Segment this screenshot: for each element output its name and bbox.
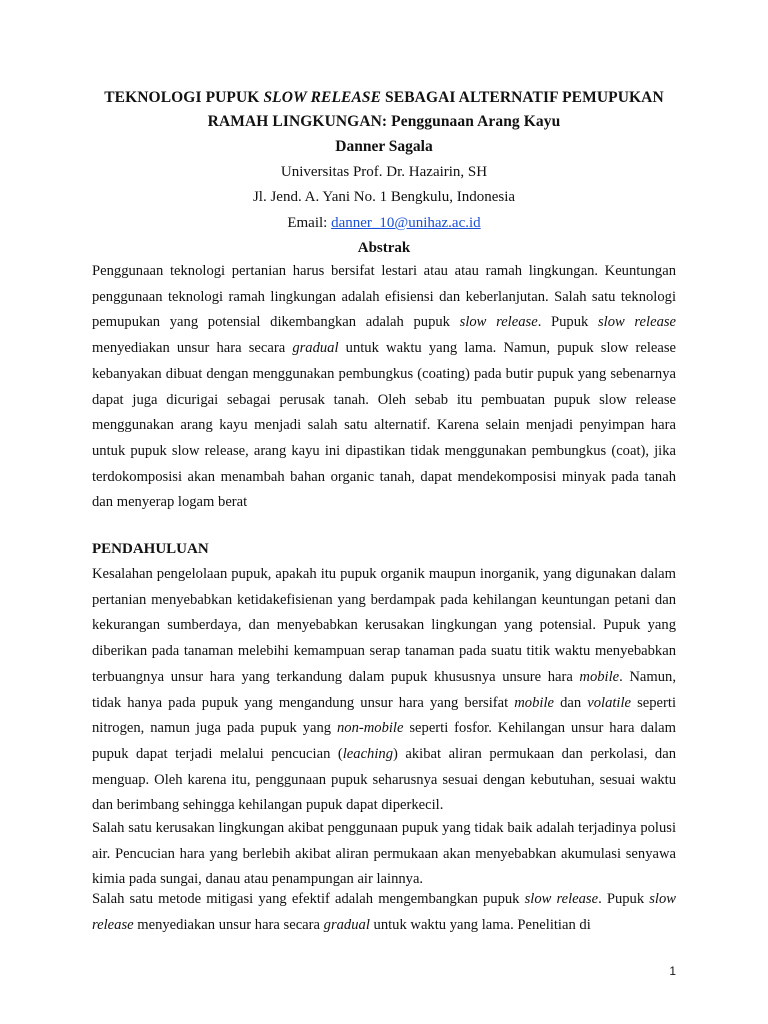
italic-term: volatile <box>587 694 632 711</box>
page-number: 1 <box>669 964 676 978</box>
body-paragraph-2: Salah satu kerusakan lingkungan akibat penggunaan pupuk yang tidak baik adalah terjadinya polusi air. Pencucian hara yang berlebih akibat aliran permukaan akan menyebabkan akumulasi senyawa kimia pada sungai, danau atau penampungan air lainnya. <box>92 820 676 888</box>
italic-term: slow release <box>459 314 538 331</box>
section-heading: PENDAHULUAN <box>92 541 209 557</box>
text-run: Salah satu metode mitigasi yang efektif adalah mengembangkan pupuk <box>92 891 525 907</box>
author-address: Jl. Jend. A. Yani No. 1 Bengkulu, Indonesia <box>252 189 516 205</box>
italic-term: mobile <box>514 694 554 711</box>
italic-term: slow release <box>524 891 599 907</box>
paper-title-line-1 <box>0 86 768 110</box>
text-run: seperti fosfor. Kehilangan unsur hara dalam pupuk dapat terjadi melalui pencucian ( <box>92 720 676 762</box>
email-link[interactable]: danner_10@unihaz.ac.id <box>331 215 481 231</box>
abstract-paragraph <box>92 259 676 516</box>
text-run: menyediakan unsur hara secara <box>133 916 324 933</box>
text-run: dan <box>554 694 588 711</box>
title-text: SEBAGAI ALTERNATIF PEMUPUKAN <box>381 89 664 106</box>
italic-term: gradual <box>323 916 370 933</box>
email-label: Email: <box>287 215 332 231</box>
italic-term: mobile <box>579 668 620 685</box>
paper-title-line-2: RAMAH LINGKUNGAN: Penggunaan Arang Kayu <box>207 113 561 130</box>
text-run: ) akibat aliran permukaan dan perkolasi, dan menguap. Oleh karena itu, penggunaan pupuk seharusnya sesuai dengan kebutuhan, sesuai waktu dan berimbang sehingga kehilangan pupuk dapat diperkecil. <box>92 745 676 814</box>
author-affiliation: Universitas Prof. Dr. Hazairin, SH <box>280 164 488 180</box>
abstract-heading: Abstrak <box>357 240 411 256</box>
title-text: TEKNOLOGI PUPUK <box>104 89 264 106</box>
text-run: untuk waktu yang lama. Namun, pupuk slow release kebanyakan dibuat dengan menggunakan pembungkus (coating) pada butir pupuk yang sebenarnya dapat juga dicurigai sebagai perusak tanah. Oleh sebab itu pembuatan pupuk slow release menggunakan arang kayu menjadi salah satu alternatif. Karena selain menjadi penyimpan hara untuk pupuk slow release, arang kayu ini dipastikan tidak menggunakan pembungkus (coat), jika terdokomposisi akan menambah bahan organic tanah, dapat mendekomposisi minyak pada tanah dan menyerap logam berat <box>92 340 677 511</box>
author-name: Danner Sagala <box>335 138 433 155</box>
text-run: Kesalahan pengelolaan pupuk, apakah itu pupuk organik maupun inorganik, yang digunakan dalam pertanian menyebabkan ketidakefisienan yang berdampak pada kehilangan keuntungan petani dan kekurangan sumberdaya, dan menyebabkan kerusakan lingkungan yang potensial. Pupuk yang diberikan pada tanaman melebihi kemampuan serap tanaman pada suatu titik waktu menyebabkan terbuangnya unsur hara yang terkandung dalam pupuk khususnya unsure hara <box>92 566 676 685</box>
text-run: . Pupuk <box>537 314 598 331</box>
italic-term: slow release <box>597 314 677 331</box>
italic-term: slow release <box>92 891 677 933</box>
text-run: Penggunaan teknologi pertanian harus bersifat lestari atau atau ramah lingkungan. Keuntungan penggunaan teknologi ramah lingkungan adalah efisiensi dan keberlanjutan. Salah satu teknologi pemupukan yang potensial dikembangkan adalah pupuk <box>92 263 676 331</box>
author-email <box>0 211 768 235</box>
italic-term: gradual <box>292 340 339 357</box>
text-run: menyediakan unsur hara secara <box>92 340 293 357</box>
italic-term: leaching <box>342 745 394 762</box>
italic-term: non-mobile <box>336 720 404 737</box>
body-paragraph-1 <box>92 562 676 819</box>
text-run: seperti nitrogen, namun juga pada pupuk yang <box>92 694 676 737</box>
body-paragraph-3 <box>92 887 676 938</box>
title-emphasis: SLOW RELEASE <box>263 89 382 106</box>
text-run: . Namun, tidak hanya pada pupuk yang mengandung unsur hara yang bersifat <box>92 668 676 711</box>
text-run: . Pupuk <box>598 891 650 907</box>
text-run: untuk waktu yang lama. Penelitian di <box>369 916 591 933</box>
